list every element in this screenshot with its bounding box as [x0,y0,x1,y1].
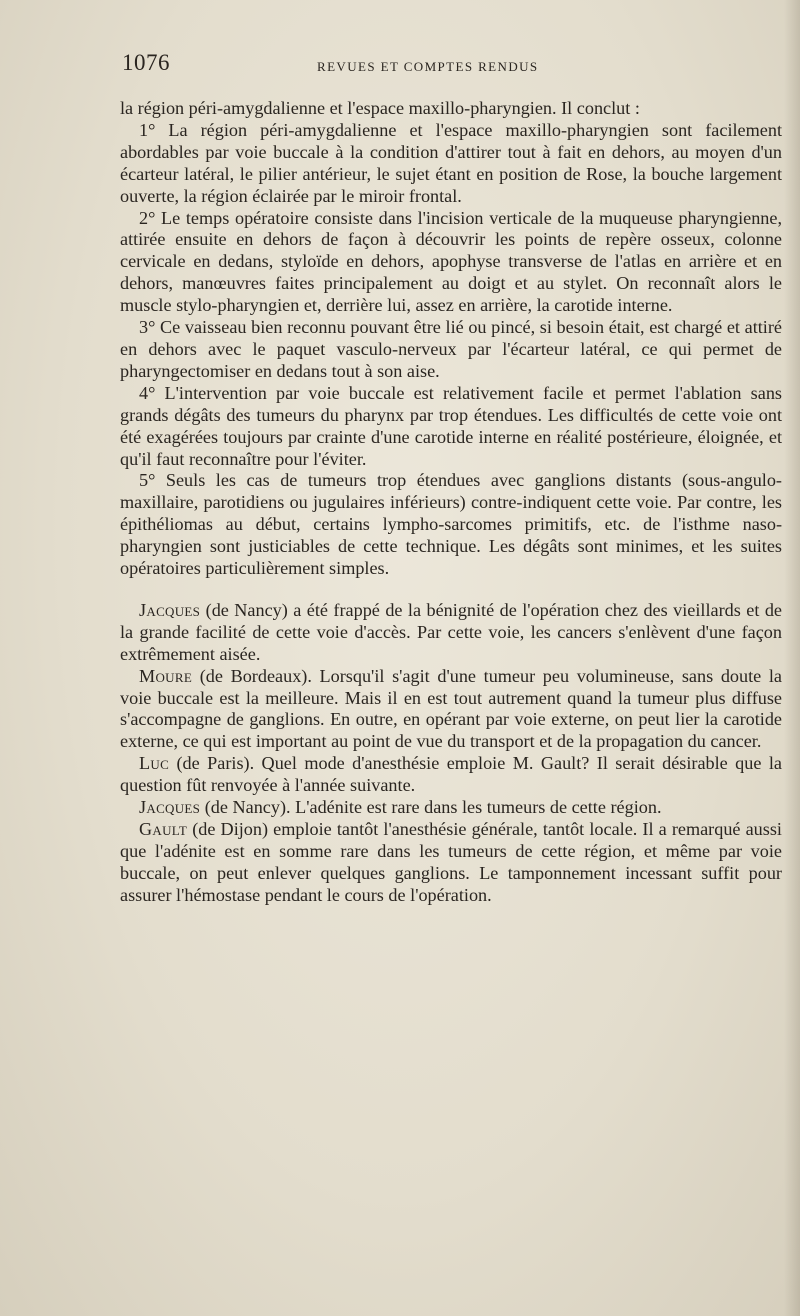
discussion-jacques-2 [120,797,782,819]
paragraph-conclusion-3: 3° Ce vaisseau bien reconnu pouvant être lié ou pincé, si besoin était, est chargé et attiré en dehors avec le paquet vasculo-nerveux par l'écarteur latéral, ce qui permet de pharyngectomiser en dedans tout à son aise. [120,317,782,381]
speaker-name: Moure [139,665,193,686]
speaker-remark: (de Dijon) emploie tantôt l'anesthésie générale, tantôt locale. Il a remarqué aussi que l'adénite est en somme rare dans les tumeurs de cette région, et même par voie buccale, on peut enlever quelques ganglions. Le tamponnement incessant suffit pour assurer l'hémostase pendant le cours de l'opération. [120,819,782,905]
speaker-remark: (de Nancy) a été frappé de la bénignité de l'opération chez des vieillards et de la grande facilité de cette voie d'accès. Par cette voie, les cancers s'enlèvent d'une façon extrêmement aisée. [120,599,782,664]
running-head [122,50,782,80]
paragraph-conclusion-4: 4° L'intervention par voie buccale est relativement facile et permet l'ablation sans grands dégâts des tumeurs du pharynx par trop étendues. Les difficultés de cette voie ont été exagérées toujours par crainte d'une carotide interne en réalité postérieure, éloignée, et qu'il faut reconnaître pour l'éviter. [120,382,782,469]
discussion-luc [120,753,782,797]
discussion-moure [120,666,782,754]
speaker-name: Jacques [139,797,201,818]
discussion-jacques-1 [120,600,782,666]
speaker-name: Jacques [139,599,201,620]
speaker-remark: (de Nancy). L'adénite est rare dans les tumeurs de cette région. [200,797,662,818]
page-number: 1076 [122,50,170,75]
body-text [120,98,782,907]
paragraph-conclusion-intro: la région péri-amygdalienne et l'espace maxillo-pharyngien. Il conclut : [120,98,640,118]
speaker-remark: (de Paris). Quel mode d'anesthésie emploie M. Gault? Il serait désirable que la question fût renvoyée à l'année suivante. [120,753,782,796]
paragraph-conclusion-2: 2° Le temps opératoire consiste dans l'incision verticale de la muqueuse pharyngienne, attirée ensuite en dehors de façon à découvrir les points de repère osseux, colonne cervicale en dedans, styloïde en dehors, apophyse transverse de l'atlas en arrière et en dehors, manœuvres faites principalement au doigt et au stylet. On reconnaît alors le muscle stylo-pharyngien et, derrière lui, assez en arrière, la carotide interne. [120,207,782,316]
speaker-name: Luc [139,753,170,774]
speaker-remark: (de Bordeaux). Lorsqu'il s'agit d'une tumeur peu volumineuse, sans doute la voie buccale est la meilleure. Mais il en est tout autrement quand la tumeur plus diffuse s'accompagne de ganglions. En outre, en opérant par voie externe, on peut lier la carotide externe, ce qui est important au point de vue du transport et de la propagation du cancer. [120,665,782,752]
paragraph-conclusion-1: 1° La région péri-amygdalienne et l'espace maxillo-pharyngien sont facilement abordables par voie buccale à la condition d'attirer tout à fait en dehors, au moyen d'un écarteur latéral, le pilier antérieur, le sujet étant en position de Rose, la bouche largement ouverte, la région éclairée par le miroir frontal. [120,119,782,206]
running-title: REVUES ET COMPTES RENDUS [317,59,539,74]
speaker-name: Gault [139,819,188,839]
paragraph-conclusion-5: 5° Seuls les cas de tumeurs trop étendues avec ganglions distants (sous-angulo-maxillaire, parotidiens ou jugulaires inférieurs) contre-indiquent cette voie. Par contre, les épithéliomas au début, certains lympho-sarcomes primitifs, etc. de l'isthme naso-pharyngien sont justiciables de cette technique. Les dégâts sont minimes, et les suites opératoires particulièrement simples. [120,470,782,579]
discussion-gault [120,819,782,907]
